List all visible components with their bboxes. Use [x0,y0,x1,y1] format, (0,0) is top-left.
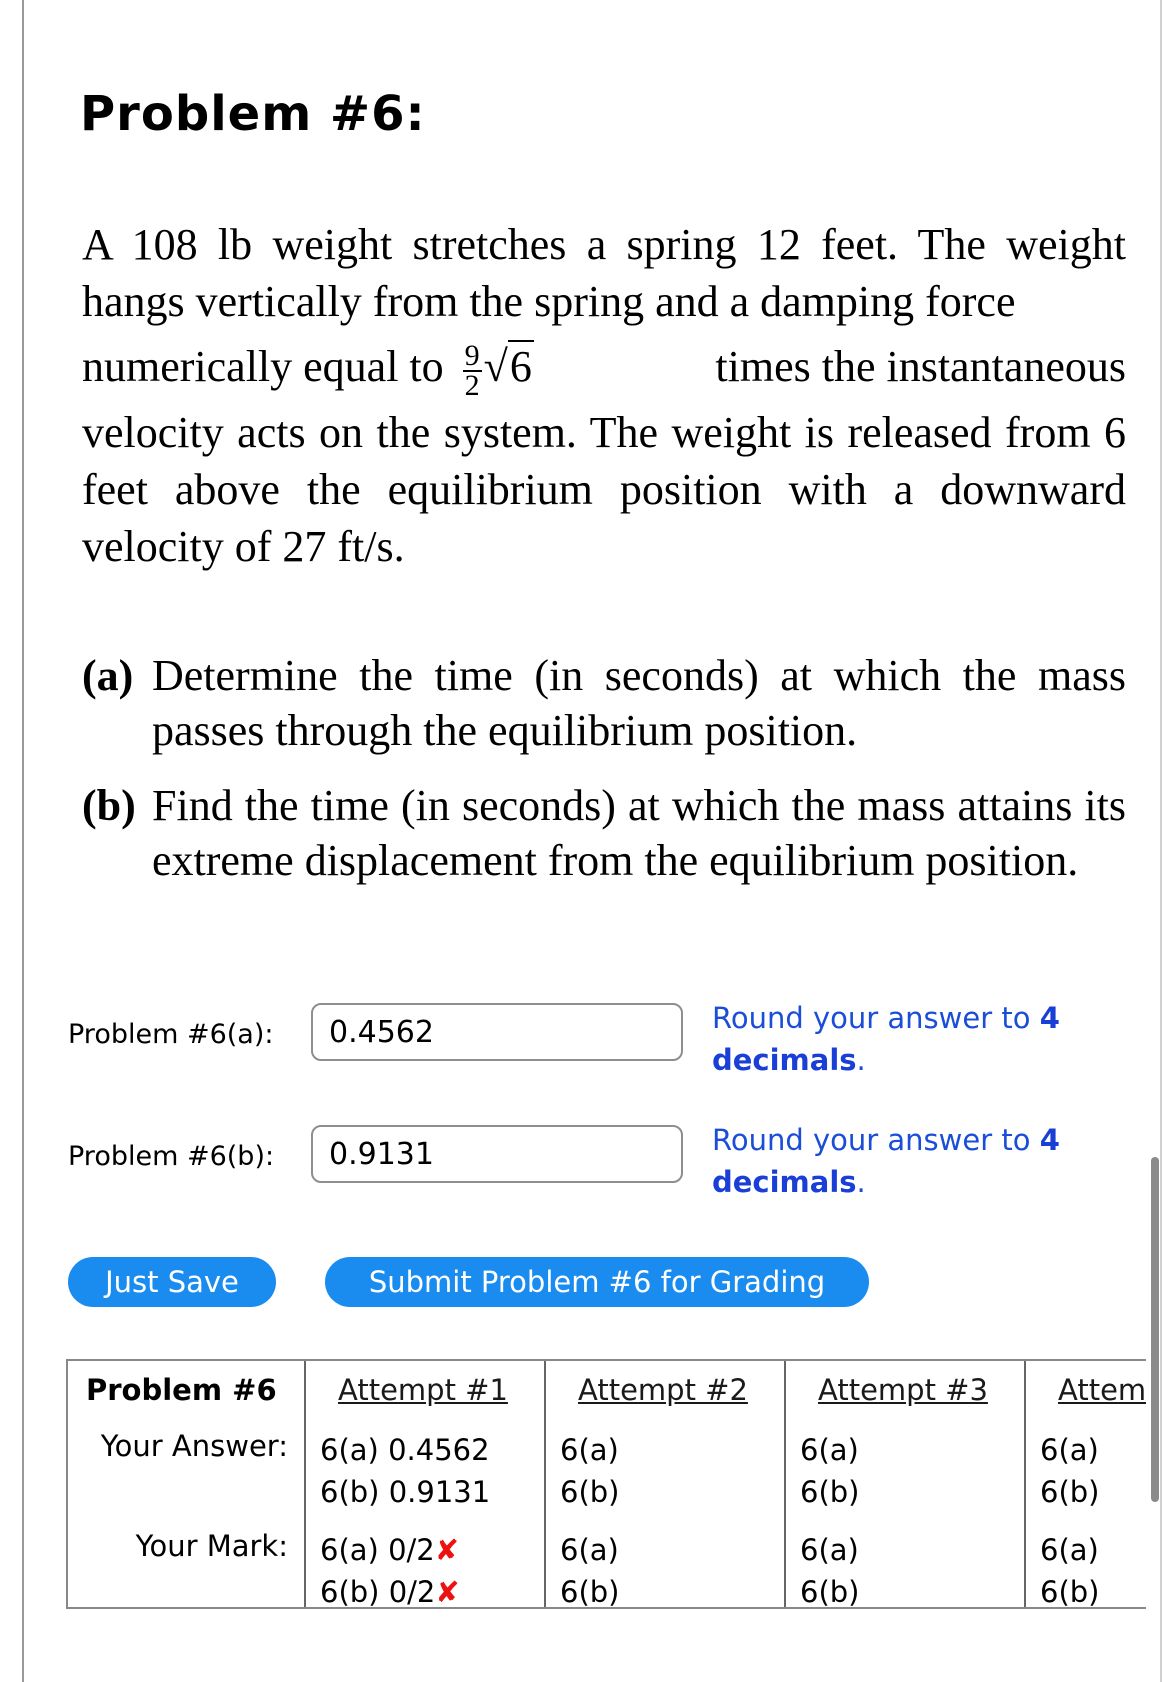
your-answer-label: Your Answer: [100,1429,288,1463]
answer-b-label: Problem #6(b): [68,1141,275,1172]
just-save-button[interactable]: Just Save [68,1257,276,1307]
fraction-denominator: 2 [464,368,480,402]
part-a-label: (a) [82,651,134,700]
page-left-border [22,0,24,1682]
attempt-2-link[interactable]: Attempt #2 [578,1373,748,1407]
problem-line-3 [82,330,1126,404]
attempt-1-answer-b: 6(b) 0.9131 [320,1475,491,1509]
attempt-4-answer-a: 6(a) [1040,1433,1099,1467]
fraction-numerator: 9 [464,338,480,372]
answer-b-hint [712,1119,1092,1203]
hint-a-period: . [856,1043,866,1077]
column-divider [304,1361,306,1609]
attempt-2-answers [560,1429,620,1513]
hint-b-text: Round your answer to [712,1123,1040,1157]
attempt-1-mark-b: 6(b) 0/2✘ [320,1575,460,1609]
column-divider [784,1361,786,1609]
attempt-4-link[interactable]: Attem [1058,1373,1146,1407]
attempt-3-marks [800,1529,860,1609]
part-b [82,778,1126,888]
problem-line-3-pre: numerically equal to [82,342,444,391]
attempt-1-answers [320,1429,490,1513]
wrong-x-icon: ✘ [435,1575,460,1609]
table-corner-header: Problem #6 [86,1373,277,1407]
attempt-3-answer-b: 6(b) [800,1475,860,1509]
column-divider [544,1361,546,1609]
sqrt-radicand: 6 [509,342,532,391]
column-divider [1024,1361,1026,1609]
attempt-4-answers [1040,1429,1100,1513]
page-title: Problem #6: [80,86,426,142]
attempt-3-answer-a: 6(a) [800,1433,859,1467]
sqrt-symbol: √ [483,342,508,391]
answer-a-label: Problem #6(a): [68,1019,274,1050]
attempt-1-marks [320,1529,460,1609]
hint-a-number: 4 [1039,1001,1060,1035]
attempt-4-mark-a: 6(a) [1040,1533,1099,1567]
hint-a-unit: decimals [712,1043,857,1077]
answer-a-hint [712,997,1092,1081]
fraction [463,338,482,402]
part-a [82,648,1126,758]
attempt-4-marks [1040,1529,1100,1609]
part-b-text: Find the time (in seconds) at which the mass attains its extreme displacement from the equilibrium position. [152,781,1126,885]
part-b-label: (b) [82,781,136,830]
problem-parts [82,648,1126,908]
problem-statement [82,216,1126,575]
attempt-3-link[interactable]: Attempt #3 [818,1373,988,1407]
page-right-border [1160,0,1162,1682]
vertical-scrollbar[interactable] [1151,1157,1159,1502]
attempt-2-answer-a: 6(a) [560,1433,619,1467]
attempts-table [66,1359,1146,1609]
problem-line-1: A 108 lb weight stretches a spring 12 feet. The weight hangs vertically from the spring and a damping force [82,220,1126,326]
answer-b-input[interactable] [311,1125,683,1183]
attempt-3-mark-a: 6(a) [800,1533,859,1567]
attempt-2-answer-b: 6(b) [560,1475,620,1509]
attempt-1-answer-a: 6(a) 0.4562 [320,1433,490,1467]
attempt-2-marks [560,1529,620,1609]
attempt-3-mark-b: 6(b) [800,1575,860,1609]
submit-problem-button[interactable]: Submit Problem #6 for Grading [325,1257,869,1307]
your-mark-label: Your Mark: [135,1529,288,1563]
hint-b-unit: decimals [712,1165,857,1199]
attempt-2-mark-b: 6(b) [560,1575,620,1609]
part-a-text: Determine the time (in seconds) at which the mass passes through the equilibrium position. [152,651,1126,755]
hint-b-period: . [856,1165,866,1199]
hint-a-text: Round your answer to [712,1001,1040,1035]
problem-line-3-post: times the instantaneous [715,342,1126,391]
attempt-1-link[interactable]: Attempt #1 [338,1373,508,1407]
answer-a-input[interactable] [311,1003,683,1061]
attempt-4-answer-b: 6(b) [1040,1475,1100,1509]
attempt-2-mark-a: 6(a) [560,1533,619,1567]
wrong-x-icon: ✘ [434,1533,460,1567]
attempt-1-mark-a: 6(a) 0/2✘ [320,1533,460,1567]
problem-line-4: velocity acts on the system. The weight is released from 6 feet above the equilibrium position with a downward velocity of 27 ft/s. [82,408,1126,571]
hint-b-number: 4 [1039,1123,1060,1157]
attempt-3-answers [800,1429,860,1513]
attempt-4-mark-b: 6(b) [1040,1575,1100,1609]
